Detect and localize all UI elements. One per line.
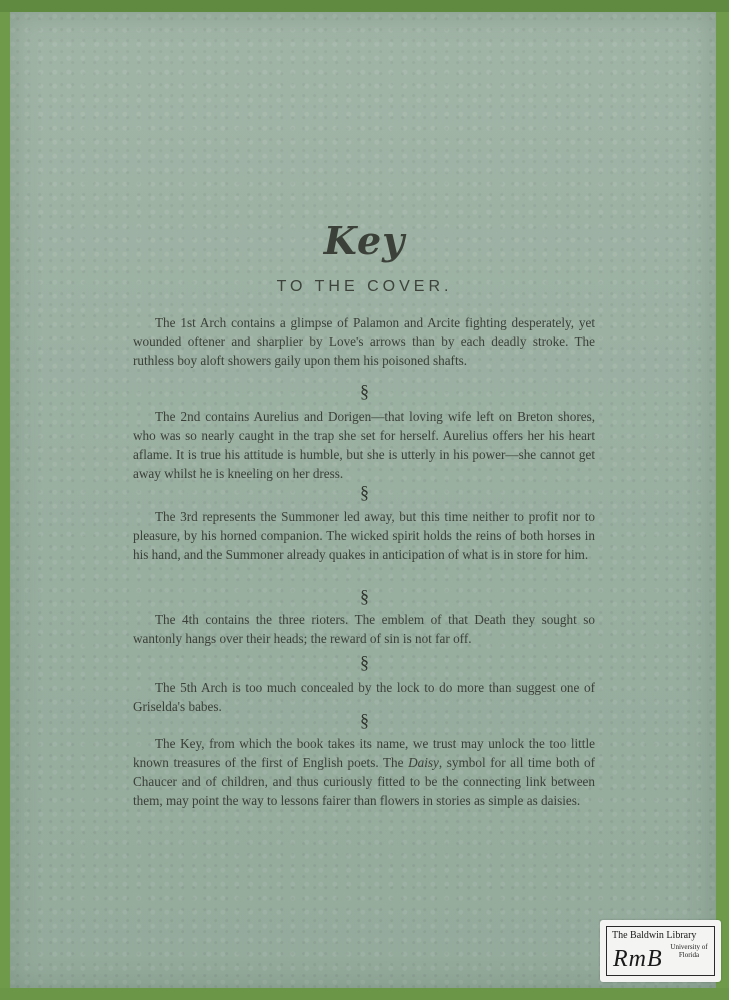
paragraph-1-text: The 1st Arch contains a glimpse of Palamon and Arcite fighting desperately, yet wounded oftener and sharplier by Love's arrows than by each deadly stroke. The ruthless boy aloft showers gaily upon them his poisoned shafts. [133, 315, 595, 368]
cover-edge-bottom [0, 988, 729, 1000]
page-subheading: TO THE COVER. [276, 278, 453, 295]
library-stamp-university: University of Florida [670, 943, 708, 959]
paragraph-5-text: The 5th Arch is too much concealed by the lock to do more than suggest one of Griselda's babes. [133, 680, 595, 714]
paragraph-6-italic: Daisy [408, 755, 439, 770]
paragraph-3-text: The 3rd represents the Summoner led away, but this time neither to profit nor to pleasure, by his horned companion. The wicked spirit holds the reins of both horses in his hand, and the Summoner already quakes in anticipation of what is in store for him. [133, 509, 595, 562]
ornament-5: § [360, 710, 369, 730]
paragraph-1 [133, 313, 595, 370]
ornament-1: § [360, 381, 369, 401]
paragraph-2 [133, 407, 595, 483]
ornament-2: § [360, 482, 369, 502]
paragraph-6-text-end: , symbol for all time both of Chaucer and of children, and thus curiously fitted to be the connecting link between them, may point the way to lessons fairer than flowers in stories as simple as daisies. [133, 755, 595, 808]
library-stamp [600, 920, 721, 982]
page-heading: Key [323, 218, 406, 263]
cover-edge-top [0, 0, 729, 12]
paragraph-3 [133, 507, 595, 564]
library-stamp-title: The Baldwin Library [612, 930, 697, 941]
library-stamp-logo: RmB [613, 946, 663, 972]
paragraph-6-text-start: The Key, from which the book takes its name, we trust may unlock the too little known treasures of the first of English poets. The [133, 736, 595, 770]
ornament-4: § [360, 652, 369, 672]
paragraph-4 [133, 610, 595, 648]
paragraph-6 [133, 734, 595, 810]
ornament-3: § [360, 586, 369, 606]
paragraph-4-text: The 4th contains the three rioters. The emblem of that Death they sought so wantonly hangs over their heads; the reward of sin is not far off. [133, 612, 595, 646]
paragraph-2-text: The 2nd contains Aurelius and Dorigen—that loving wife left on Breton shores, who was so nearly caught in the trap she set for herself. Aurelius offers her his heart aflame. It is true his attitude is humble, but she is utterly in his power—she cannot get away whilst he is kneeling on her dress. [133, 409, 595, 481]
library-stamp-border [606, 926, 715, 976]
